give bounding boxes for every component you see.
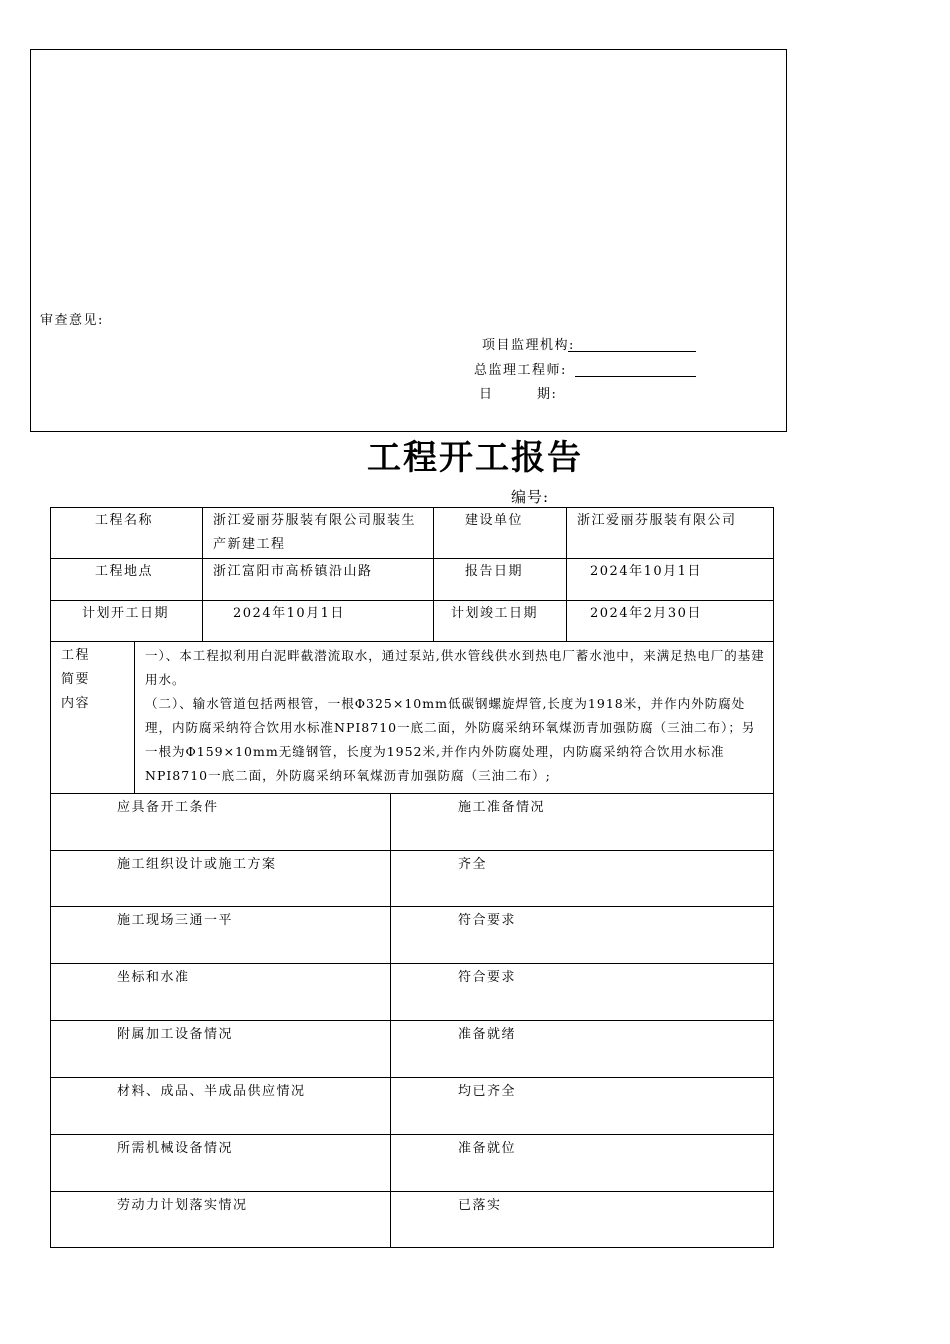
summary-paragraph-1: 一）、本工程拟利用白泥畔截潜流取水，通过泵站,供水管线供水到热电厂蓄水池中，来满足热电厂的基建用水。 <box>145 648 765 687</box>
condition-item: 施工现场三通一平 <box>117 913 234 928</box>
project-name-line1: 浙江爱丽芬服装有限公司服装生 <box>213 513 417 528</box>
table-divider <box>50 1020 774 1021</box>
table-divider <box>50 963 774 964</box>
conditions-header-left: 应具备开工条件 <box>117 800 219 815</box>
summary-label-1: 工程 <box>61 648 91 663</box>
condition-item: 坐标和水准 <box>117 970 190 985</box>
date-label-char2: 期: <box>537 387 558 402</box>
report-title: 工程开工报告 <box>367 438 583 478</box>
table-divider <box>50 1191 774 1192</box>
chief-engineer-label: 总监理工程师: <box>474 363 567 378</box>
owner-value: 浙江爱丽芬服装有限公司 <box>577 513 737 528</box>
condition-status: 符合要求 <box>458 913 517 928</box>
condition-status: 准备就绪 <box>458 1027 517 1042</box>
condition-item: 附属加工设备情况 <box>117 1027 234 1042</box>
condition-item: 劳动力计划落实情况 <box>117 1198 248 1213</box>
plan-finish-value: 2024年2月30日 <box>590 606 702 621</box>
project-name-label: 工程名称 <box>95 513 154 528</box>
table-divider <box>50 1077 774 1078</box>
table-divider <box>50 906 774 907</box>
location-label: 工程地点 <box>95 564 154 579</box>
table-divider <box>50 1134 774 1135</box>
report-date-value: 2024年10月1日 <box>590 564 702 579</box>
condition-status: 符合要求 <box>458 970 517 985</box>
table-divider <box>134 641 135 794</box>
condition-item: 所需机械设备情况 <box>117 1141 234 1156</box>
summary-label-3: 内容 <box>61 696 91 711</box>
plan-start-label: 计划开工日期 <box>82 606 170 621</box>
table-divider <box>50 641 774 642</box>
chief-engineer-signature-line <box>575 362 696 377</box>
summary-label-2: 简要 <box>61 672 91 687</box>
plan-start-value: 2024年10月1日 <box>233 606 345 621</box>
condition-status: 准备就位 <box>458 1141 517 1156</box>
condition-status: 均已齐全 <box>458 1084 517 1099</box>
table-divider <box>50 850 774 851</box>
condition-status: 已落实 <box>458 1198 502 1213</box>
supervision-org-signature-line <box>568 337 696 352</box>
table-divider <box>202 507 203 641</box>
table-divider <box>433 507 434 641</box>
table-divider <box>50 558 774 559</box>
summary-paragraph-2: （二）、输水管道包括两根管，一根Φ325×10mm低碳钢螺旋焊管,长度为1918米，并作内外防腐处理，内防腐采纳符合饮用水标准NPI8710一底二面，外防腐采纳环氧煤沥青加强防腐（三油二布）；另一根为Φ159×10mm无缝钢管，长度为1952米,并作内外防腐处理，内防腐采纳符合饮用水标准NPI8710一底二面，外防腐采纳环氧煤沥青加强防腐（三油二布）; <box>145 696 756 783</box>
table-divider <box>566 507 567 641</box>
date-label-char1: 日 <box>479 387 494 402</box>
owner-label: 建设单位 <box>465 513 524 528</box>
report-date-label: 报告日期 <box>465 564 524 579</box>
condition-item: 材料、成品、半成品供应情况 <box>117 1084 306 1099</box>
supervision-org-label: 项目监理机构: <box>482 338 575 353</box>
condition-status: 齐全 <box>458 857 488 872</box>
plan-finish-label: 计划竣工日期 <box>451 606 539 621</box>
conditions-header-right: 施工准备情况 <box>458 800 546 815</box>
review-opinion-label: 审查意见: <box>40 313 104 328</box>
location-value: 浙江富阳市高桥镇沿山路 <box>213 564 373 579</box>
condition-item: 施工组织设计或施工方案 <box>117 857 277 872</box>
table-divider <box>50 600 774 601</box>
project-name-line2: 产新建工程 <box>213 537 286 552</box>
serial-number-label: 编号: <box>511 488 550 506</box>
